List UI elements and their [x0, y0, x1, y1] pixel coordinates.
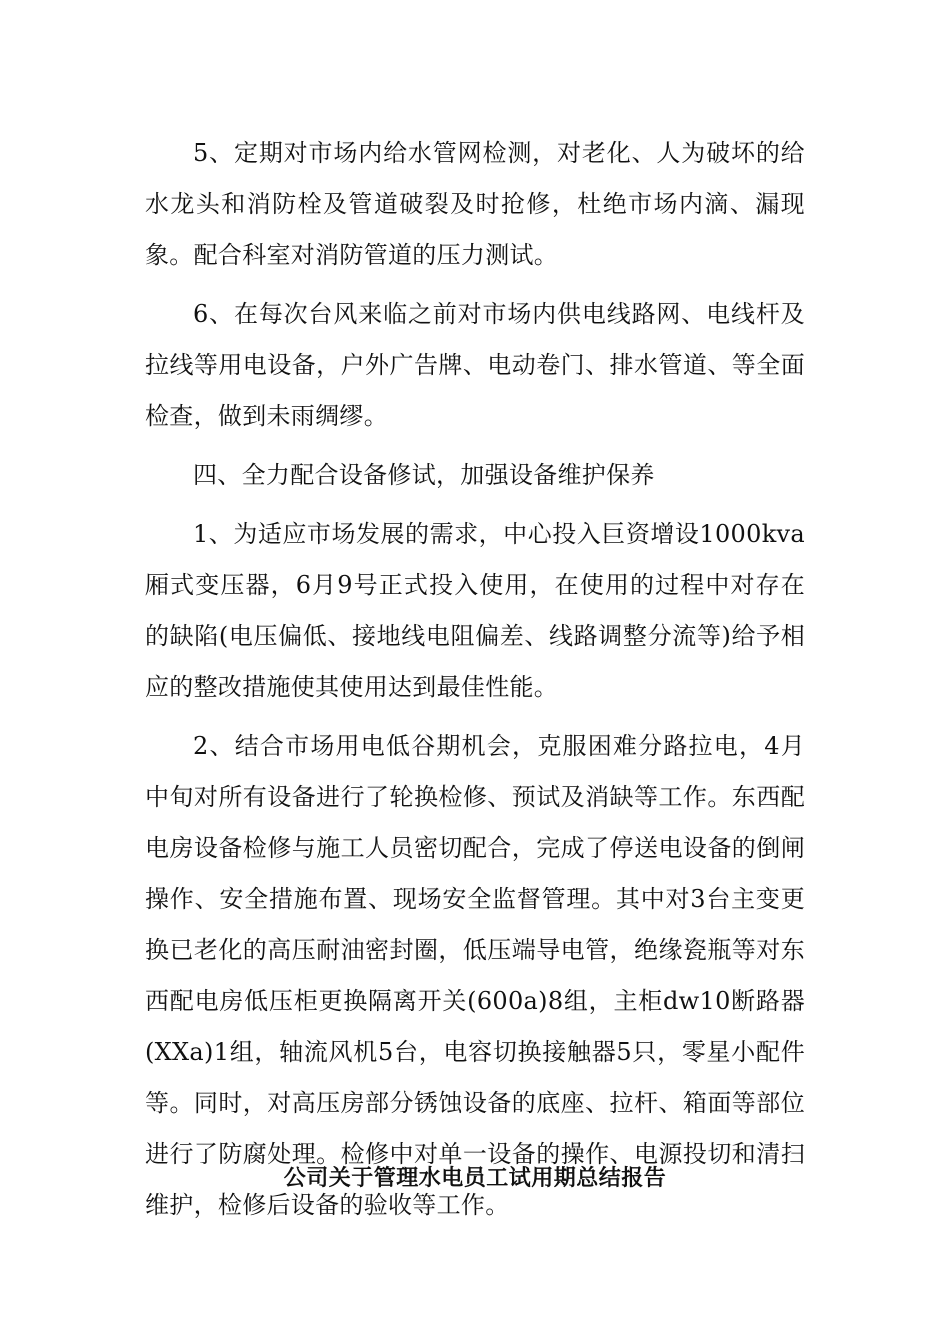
paragraph-item-1: 1、为适应市场发展的需求，中心投入巨资增设1000kva厢式变压器，6月9号正式投入使用，在使用的过程中对存在的缺陷(电压偏低、接地线电阻偏差、线路调整分流等)给予相应的整改措施使其使用达到最佳性能。 — [145, 520, 805, 701]
report-title: 公司关于管理水电员工试用期总结报告 — [283, 1165, 667, 1191]
document-body — [145, 128, 805, 1231]
paragraph-item-5: 5、定期对市场内给水管网检测，对老化、人为破坏的给水龙头和消防栓及管道破裂及时抢修，杜绝市场内滴、漏现象。配合科室对消防管道的压力测试。 — [145, 139, 805, 269]
section-heading-four: 四、全力配合设备修试，加强设备维护保养 — [193, 461, 655, 489]
paragraph-item-6: 6、在每次台风来临之前对市场内供电线路网、电线杆及拉线等用电设备，户外广告牌、电动卷门、排水管道、等全面检查，做到未雨绸缪。 — [145, 300, 805, 430]
paragraph-item-2: 2、结合市场用电低谷期机会，克服困难分路拉电，4月中旬对所有设备进行了轮换检修、预试及消缺等工作。东西配电房设备检修与施工人员密切配合，完成了停送电设备的倒闸操作、安全措施布置、现场安全监督管理。其中对3台主变更换已老化的高压耐油密封圈，低压端导电管，绝缘瓷瓶等对东西配电房低压柜更换隔离开关(600a)8组，主柜dw10断路器(XXa)1组，轴流风机5台，电容切换接触器5只，零星小配件等。同时，对高压房部分锈蚀设备的底座、拉杆、箱面等部位进行了防腐处理。检修中对单一设备的操作、电源投切和清扫维护，检修后设备的验收等工作。 — [145, 732, 805, 1219]
